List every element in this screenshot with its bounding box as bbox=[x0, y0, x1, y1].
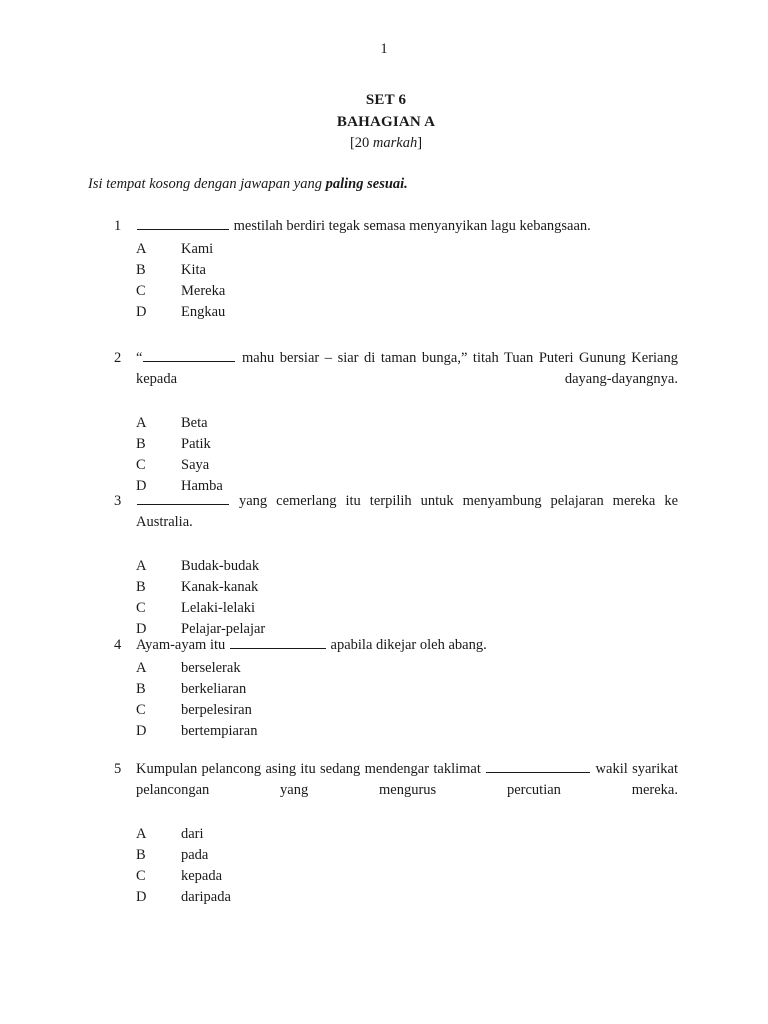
option-letter: C bbox=[136, 600, 146, 616]
option-letter: D bbox=[136, 304, 147, 320]
option-text: berkeliaran bbox=[181, 681, 247, 697]
option-text: Beta bbox=[181, 415, 208, 431]
option-text: Lelaki-lelaki bbox=[181, 600, 256, 616]
option-letter: B bbox=[136, 847, 146, 863]
option-row[interactable] bbox=[136, 434, 678, 455]
option-row[interactable] bbox=[136, 413, 678, 434]
question-body bbox=[114, 759, 678, 908]
option-text: berselerak bbox=[181, 660, 241, 676]
option-letter: A bbox=[136, 241, 147, 257]
option-letter: A bbox=[136, 415, 147, 431]
option-letter: D bbox=[136, 621, 147, 637]
options-list bbox=[136, 556, 678, 640]
option-row[interactable] bbox=[136, 721, 678, 742]
marks-close-bracket: ] bbox=[417, 135, 423, 151]
stem-text-before-blank: “ bbox=[136, 350, 143, 366]
option-letter: D bbox=[136, 889, 147, 905]
stem-text-before-blank: Ayam-ayam itu bbox=[136, 637, 229, 653]
answer-blank[interactable] bbox=[230, 636, 326, 649]
question-number: 3 bbox=[114, 493, 122, 509]
option-row[interactable] bbox=[136, 866, 678, 887]
option-text: bertempiaran bbox=[181, 723, 258, 739]
option-text: Kami bbox=[181, 241, 214, 257]
question-number: 4 bbox=[114, 637, 122, 653]
answer-blank[interactable] bbox=[137, 492, 229, 505]
option-text: Saya bbox=[181, 457, 210, 473]
question-stem bbox=[136, 491, 678, 554]
option-row[interactable] bbox=[136, 577, 678, 598]
question-number: 1 bbox=[114, 218, 122, 234]
section-heading: BAHAGIAN A bbox=[336, 113, 436, 130]
option-text: Kanak-kanak bbox=[181, 579, 259, 595]
page-title: SET 6 bbox=[365, 92, 407, 108]
option-letter: D bbox=[136, 723, 147, 739]
option-row[interactable] bbox=[136, 598, 678, 619]
option-letter: C bbox=[136, 702, 146, 718]
option-letter: A bbox=[136, 558, 147, 574]
option-text: berpelesiran bbox=[181, 702, 252, 718]
option-row[interactable] bbox=[136, 302, 678, 323]
answer-blank[interactable] bbox=[143, 349, 235, 362]
option-letter: C bbox=[136, 283, 146, 299]
question-block bbox=[0, 759, 768, 908]
stem-text-after-blank: yang cemerlang itu terpilih untuk menyambung pelajaran mereka ke Australia. bbox=[136, 493, 678, 530]
option-row[interactable] bbox=[136, 658, 678, 679]
option-letter: A bbox=[136, 826, 147, 842]
marks-allocation bbox=[0, 133, 768, 155]
option-row[interactable] bbox=[136, 887, 678, 908]
option-row[interactable] bbox=[136, 845, 678, 866]
marks-open-bracket: [20 bbox=[349, 135, 373, 151]
option-row[interactable] bbox=[136, 556, 678, 577]
option-text: dari bbox=[181, 826, 204, 842]
option-letter: C bbox=[136, 868, 146, 884]
option-row[interactable] bbox=[136, 455, 678, 476]
question-stem bbox=[136, 348, 678, 411]
option-row[interactable] bbox=[136, 679, 678, 700]
question-number: 5 bbox=[114, 761, 122, 777]
option-text: kepada bbox=[181, 868, 223, 884]
option-text: Patik bbox=[181, 436, 211, 452]
title-block bbox=[0, 90, 768, 155]
question-stem bbox=[136, 635, 678, 656]
option-text: pada bbox=[181, 847, 209, 863]
option-letter: A bbox=[136, 660, 147, 676]
question-block bbox=[0, 348, 768, 497]
option-letter: B bbox=[136, 262, 146, 278]
options-list bbox=[136, 824, 678, 908]
stem-text-after-blank: mestilah berdiri tegak semasa menyanyikan lagu kebangsaan. bbox=[230, 218, 591, 234]
option-text: daripada bbox=[181, 889, 231, 905]
stem-text-after-blank: mahu bersiar – siar di taman bunga,” titah Tuan Puteri Gunung Keriang kepada dayang-dayangnya. bbox=[136, 350, 678, 387]
option-letter: D bbox=[136, 478, 147, 494]
option-letter: B bbox=[136, 436, 146, 452]
question-stem bbox=[136, 759, 678, 822]
option-text: Mereka bbox=[181, 283, 226, 299]
option-row[interactable] bbox=[136, 239, 678, 260]
stem-text-before-blank: Kumpulan pelancong asing itu sedang mendengar taklimat bbox=[136, 761, 486, 777]
option-letter: B bbox=[136, 681, 146, 697]
options-list bbox=[136, 239, 678, 323]
question-stem bbox=[136, 216, 678, 237]
question-body bbox=[114, 491, 678, 640]
option-text: Hamba bbox=[181, 478, 223, 494]
option-text: Kita bbox=[181, 262, 206, 278]
instruction-text bbox=[88, 175, 408, 193]
option-row[interactable] bbox=[136, 281, 678, 302]
option-text: Engkau bbox=[181, 304, 226, 320]
marks-word: markah bbox=[372, 135, 418, 151]
question-block bbox=[0, 216, 768, 323]
option-text: Pelajar-pelajar bbox=[181, 621, 266, 637]
stem-text-after-blank: apabila dikejar oleh abang. bbox=[326, 637, 487, 653]
question-block bbox=[0, 491, 768, 640]
stem-text-after-blank: wakil syarikat pelancongan yang mengurus percutian mereka. bbox=[136, 761, 678, 798]
question-body bbox=[114, 348, 678, 497]
options-list bbox=[136, 658, 678, 742]
option-row[interactable] bbox=[136, 260, 678, 281]
option-letter: B bbox=[136, 579, 146, 595]
option-row[interactable] bbox=[136, 824, 678, 845]
options-list bbox=[136, 413, 678, 497]
option-text: Budak-budak bbox=[181, 558, 260, 574]
question-number: 2 bbox=[114, 350, 122, 366]
page-number: 1 bbox=[380, 41, 388, 57]
question-body bbox=[114, 635, 678, 742]
answer-blank[interactable] bbox=[137, 217, 229, 230]
option-letter: C bbox=[136, 457, 146, 473]
question-body bbox=[114, 216, 678, 323]
instruction-emphasis: paling sesuai. bbox=[325, 176, 408, 192]
answer-blank[interactable] bbox=[486, 760, 590, 773]
instruction-lead: Isi tempat kosong dengan jawapan yang bbox=[88, 176, 326, 192]
question-block bbox=[0, 635, 768, 742]
option-row[interactable] bbox=[136, 700, 678, 721]
